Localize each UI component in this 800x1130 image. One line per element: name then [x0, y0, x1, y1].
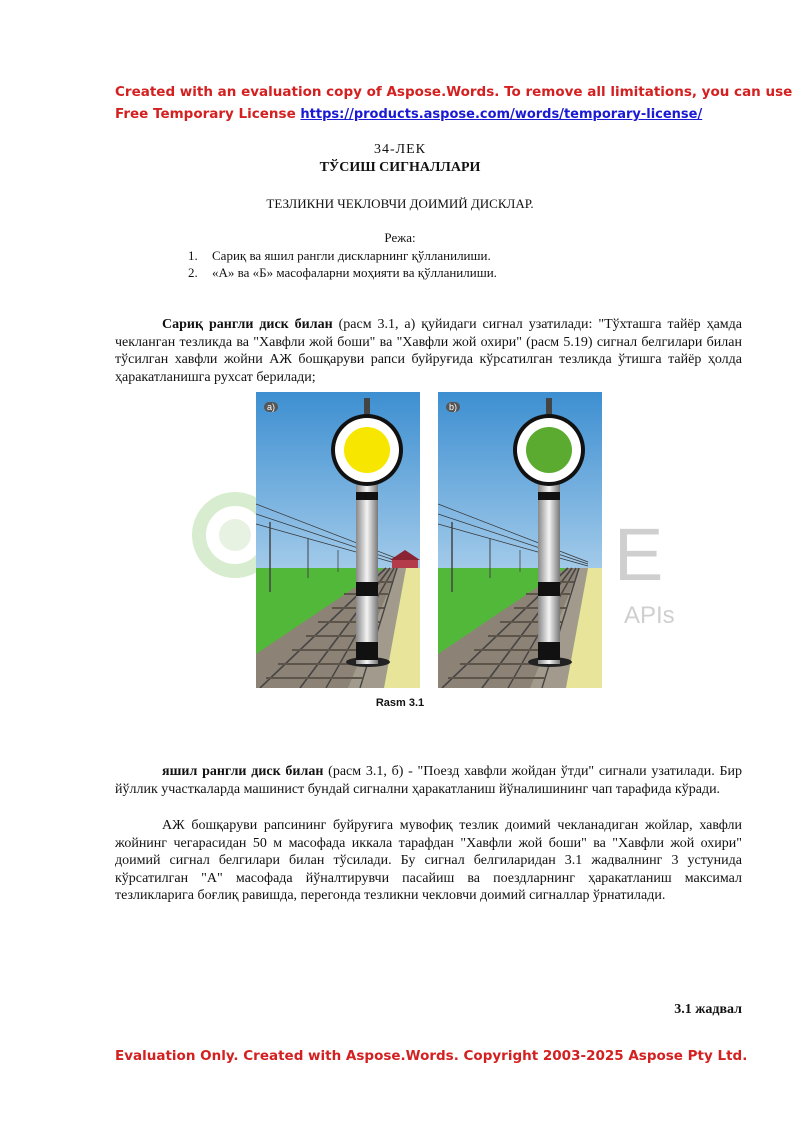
figure-panel-a [256, 392, 420, 688]
yellow-disc [344, 427, 390, 473]
watermark-apis: APIs [624, 602, 675, 629]
plan-item-text: «А» ва «Б» масофаларни моҳияти ва қўлланилиши. [212, 265, 497, 280]
figure-panel-b [438, 392, 602, 688]
yellow-signal-illustration [256, 392, 420, 688]
plan-item [188, 247, 497, 264]
panel-b-label: b) [446, 402, 460, 412]
plan-item-text: Сариқ ва яшил рангли дискларнинг қўлланилиши. [212, 248, 491, 263]
watermark-letter: E [614, 513, 664, 596]
paragraph-text: (расм 3.1, а) қуйидаги сигнал узатилади: "Тўхташга тайёр ҳамда чекланган тезликда ва "Хавфли жой боши" ва "Хавфли жой охири" (расм 5.19) сигнал белгилари билан тўсилган хавфли жойни АЖ бошқаруви рапси буйруғида кўрсатилган тезликда ўтишга тайёр ҳолда ҳаракатланишга рухсат берилади; [115, 317, 742, 385]
figure-caption: Rasm 3.1 [375, 697, 425, 709]
paragraph-green-disc [115, 763, 742, 798]
lecture-number: 34-ЛЕК [373, 142, 427, 157]
panel-a-label: a) [264, 402, 278, 412]
plan-item [188, 264, 497, 281]
page-subtitle: ТЕЗЛИКНИ ЧЕКЛОВЧИ ДОИМИЙ ДИСКЛАР. [266, 196, 534, 211]
green-disc [526, 427, 572, 473]
evaluation-notice-line2 [115, 106, 702, 122]
green-signal-illustration [438, 392, 602, 688]
paragraph-speed-limit: АЖ бошқаруви рапсининг буйруғига мувофиқ тезлик доимий чекланадиган жойлар, хавфли жойнинг чегарасидан 50 м масофада иккала тарафдан "Хавфли жой боши" ва "Хавфли жой охири" доимий сигнал белгилари билан тўсилади. Бу сигнал белгиларидан 3.1 жадвалнинг 3 устунида кўрсатилган "А" масофада йўналтирувчи пасайиш ва поездларнинг ҳаракатланиш максимал тезликларига боғлиқ равишда, перегонда тезликни чекловчи доимий сигналлар ўрнатилади. [115, 818, 742, 903]
plan-item-number: 1. [188, 248, 198, 263]
evaluation-footer: Evaluation Only. Created with Aspose.Words. Copyright 2003-2025 Aspose Pty Ltd. [115, 1048, 748, 1064]
paragraph-text: (расм 3.1, б) - "Поезд хавфли жойдан ўтди" сигнали узатилади. Бир йўллик участкаларда машинист бундай сигнални ҳаракатланиш йўналишининг чап тарафида кўради. [115, 764, 742, 797]
paragraph-bold-lead: Сариқ рангли диск билан [162, 317, 333, 332]
page-title: ТЎСИШ СИГНАЛЛАРИ [319, 160, 481, 175]
table-label: 3.1 жадвал [674, 1002, 742, 1017]
license-link[interactable]: https://products.aspose.com/words/temporary-license/ [300, 107, 703, 122]
evaluation-notice-line1: Created with an evaluation copy of Aspose.Words. To remove all limitations, you can use [115, 84, 793, 100]
plan-list [188, 247, 497, 281]
plan-heading: Режа: [384, 230, 416, 245]
paragraph-yellow-disc [115, 316, 742, 386]
paragraph-bold-lead: яшил рангли диск билан [162, 764, 324, 779]
plan-item-number: 2. [188, 265, 198, 280]
license-text: Free Temporary License [115, 106, 301, 122]
